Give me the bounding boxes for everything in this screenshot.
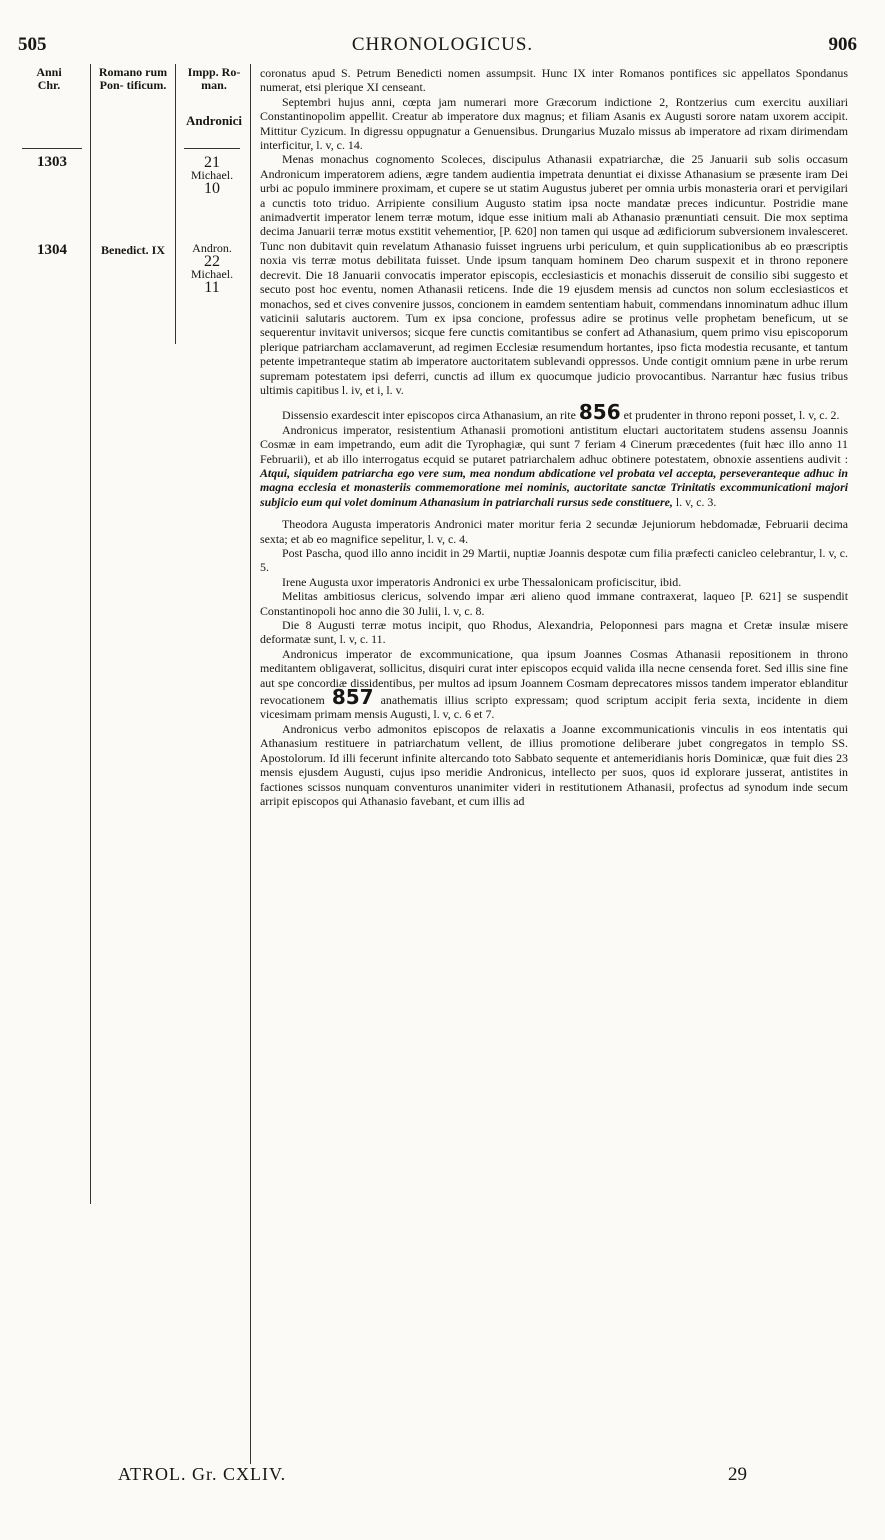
column-header-years: Anni Chr. [36, 65, 62, 92]
page-title: CHRONOLOGICUS. [351, 34, 534, 55]
column-subheader-emperors: Andronici [185, 113, 243, 128]
margin-column-number: 856 [578, 400, 621, 425]
paragraph: Theodora Augusta imperatoris Andronici mater moritur feria 2 secundæ Jejuniorum hebdomadæ, Februarii decima sexta; et ab eo magnifice sepelitur, l. v, c. 4. [260, 517, 848, 546]
page-footer [0, 1464, 885, 1492]
column-rule [184, 148, 240, 149]
paragraph [260, 423, 848, 509]
paragraph: Die 8 Augusti terræ motus incipit, quo Rhodus, Alexandria, Peloponnesi pars magna et Cretæ insulæ misere deformatæ sunt, l. v, c. 11. [260, 618, 848, 647]
signature-mark: ATROL. Gr. CXLIV. [118, 1464, 287, 1484]
emperor-name: Michael. [190, 267, 234, 281]
paragraph-text: Andronicus imperator de excommunicatione, qua ipsum Joannes Cosmas Athanasii repositionem in throno meditantem obligaverat, sollicitus, disquiri curat inter episcopos ecquid valida illa necne censenda foret. Sed illis sine fine aut spe concordiæ dissidentibus, per multos ad ipsum Joannem Cosmam deprecatores missos tandem imperator eblanditur revocationem [260, 646, 848, 708]
paragraph: Melitas ambitiosus clericus, solvendo impar æri alieno quod immane contraxerat, laqueo [P. 621] se suspendit Constantinopoli hoc anno die 30 Julii, l. v, c. 8. [260, 589, 848, 618]
regnal-year: 10 [204, 180, 220, 197]
emperor-name: Andron. [192, 241, 232, 255]
year-entry: 1303 [37, 154, 67, 170]
page-number-left: 505 [18, 34, 47, 55]
paragraph: Andronicus verbo admonitos episcopos de relaxatis a Joanne excommunicationis vinculis in eos intentatis qui Athanasium restituere in patriarchatum vellent, de illius promotione deliberare jubet congregatos in templo SS. Apostolorum. Id illi fecerunt infinite altercando toto Sabbato sequente et antemeridianis horis Dominicæ, quæ fuit dies 23 mensis ejusdem Augusti, cujus ipso meridie Andronicus, intellecto per suos, quos id explorare jusserat, antistites in factiones scissos nunquam conventuros unanimiter videri in restitutionem Athanasii, profectus ad synodum inde secum arripit episcopos qui Athanasio favebant, et cum illis ad [260, 721, 848, 808]
page-number-right: 906 [828, 34, 857, 55]
paragraph-text: Andronicus imperator, resistentium Athanasii promotioni antistitum eluctari auctoritatem studens assensu Joannis Cosmæ in eam impetrando, eum adit die Tyrophagiæ, qui sunt 7 feriam 4 Cinerum præcedentes (fuit hæc illo anno 11 Februarii), et ab illo interrogatus ecquid se putaret patriarchalem adhuc obtinere potestatem, obnoxie assentiens audivit : [260, 422, 848, 466]
column-header-popes: Romano rum Pon- tificum. [98, 65, 168, 92]
pope-entry: Benedict. IX [101, 243, 165, 257]
regnal-year: 22 [204, 253, 220, 270]
year-entry: 1304 [37, 242, 67, 258]
column-divider [90, 64, 91, 1204]
column-header-emperors: Impp. Ro- man. [187, 65, 241, 92]
paragraph-text: Dissensio exardescit inter episcopos circa Athanasium, an rite [282, 408, 576, 423]
regnal-year: 21 [204, 154, 220, 171]
paragraph: coronatus apud S. Petrum Benedicti nomen assumpsit. Hunc IX inter Romanos pontifices sic appellatos Spondanus numerat, etsi plerique XI censeant. [260, 66, 848, 95]
regnal-year: 11 [204, 279, 220, 296]
paragraph [260, 400, 848, 425]
running-head [0, 34, 885, 58]
paragraph-text: et prudenter in throno reponi posset, l. v, c. 2. [623, 408, 840, 423]
quotation: Atqui, siquidem patriarcha ego vere sum, mea nondum abdicatione vel probata vel accepta, perseveranteque adhuc in magna ecclesia et monasteriis commemoratione mei nominis, auctoritate sanctæ Trinitatis excommunicationi majori subjicio eum qui volet dominum Athanasium in patriarchali rursus sede constituere, [260, 465, 848, 509]
column-rule [22, 148, 82, 149]
paragraph: Post Pascha, quod illo anno incidit in 29 Martii, nuptiæ Joannis despotæ cum filia præfecti canicleo celebrantur, l. v, c. 5. [260, 546, 848, 575]
paragraph-text: l. v, c. 3. [675, 494, 717, 509]
main-text [260, 66, 848, 808]
paragraph [260, 647, 848, 722]
paragraph: Septembri hujus anni, cœpta jam numerari more Græcorum indictione 2, Rontzerius cum exercitu auxiliari Constantinopolim appellit. Creatur ab imperatore dux magnus; et filiam Asanis ex Augusti sorore natam uxorem accipit. Mittitur Cyzicum. In digressu oppugnatur a Genuensibus. Drungarius Muzalo missus ab imperatore ad rixam dirimendam interficitur, l. v, c. 14. [260, 94, 848, 153]
margin-column-number: 857 [331, 685, 374, 710]
paragraph: Irene Augusta uxor imperatoris Andronici ex urbe Thessalonicam proficiscitur, ibid. [282, 574, 682, 589]
emperor-name: Michael. [190, 168, 234, 182]
paragraph-text: anathematis illius scripto expressam; quod scriptum accipit feria sexta, incidente in diem vicesimam primam mensis Augusti, l. v, c. 6 et 7. [260, 693, 848, 722]
column-divider [175, 64, 176, 344]
emperor-entry [178, 156, 246, 195]
sheet-number: 29 [728, 1464, 747, 1485]
emperor-entry [178, 242, 246, 294]
paragraph: Menas monachus cognomento Scoleces, discipulus Athanasii expatriarchæ, die 25 Januarii sub solis occasum Andronicum imperatorem adiens, ægre tandem audientia impetrata denuntiat ei dixisse Athanasium se præsente iram Dei urbi ac populo imminere proximam, et cupere se ut statim Augustus juberet per omnia urbis monasteria orari et pervigilari a cunctis toto triduo. Arripiente consilium Augusto statim ipsa nocte mandatæ preces indicuntur. Postridie mane animadvertit imperator lenem terræ motum, idque esse initium mali ab Athanasio prænuntiati censuit. Die mox septima decima Januarii terræ motus exstitit vehementior, [P. 620] non tamen qui usque ad ædificiorum subversionem invalesceret. Tunc non dubitavit quin revelatum Athanasio fuisset ingruens urbi periculum, et quin supplicationibus ab eo præscriptis noxia vis terræ motus debilitata fuisset. Unde ipsum tanquam hominem Deo charum suspexit et in throno reponere decrevit. Die 18 Januarii convocatis imperator episcopis, ecclesiasticis et monachis disseruit de consilio sibi suggesto et secuto post hoc eventu, nomen Athanasii reticens. Inde die 19 ejusdem mensis ad cunctos non solum ecclesiasticos et monachos, sed et cives convenire jussos, concionem in eamdem sententiam habuit, commendans innominatum adhuc illum vaticinii salutaris auctorem. Tum ex ipsa concione, professus adire se protinus velle prophetam beneficum, ut se sequerentur invitavit universos; sicque fere cunctis comitantibus se confert ad Athanasium, quem primo visu episcoporum plerique patriarcham acclamaverunt, ad regimen Ecclesiæ resumendum hortantes, ipso ficta modestia recusante, et tantum petente impetranteque statim ab imperatore auctoritatem sublevandi oppressos. Unde contigit omnium pæne in urbe rerum supremam potestatem ipsi deferri, cunctis ad illum ex quocumque judicio provocantibus. Narrantur hæc fusius tribus ultimis capitibus l. iv, et i, l. v. [260, 152, 848, 397]
column-divider [250, 64, 251, 1464]
